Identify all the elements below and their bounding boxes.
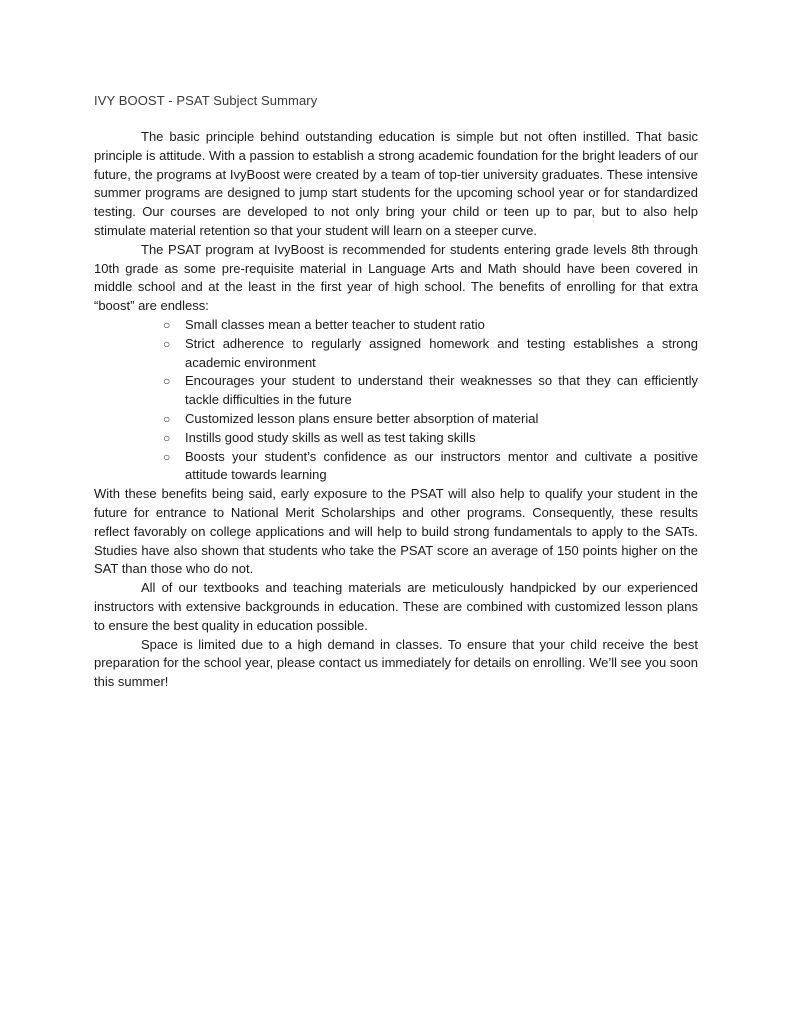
materials-paragraph: All of our textbooks and teaching materials are meticulously handpicked by our experienced instructors with extensive backgrounds in education. These are combined with customized lesson plans to ensure the best quality in education possible. [94,580,698,633]
list-item [163,410,698,429]
circle-bullet-icon: ○ [163,374,171,389]
list-item [163,429,698,448]
document-header: IVY BOOST - PSAT Subject Summary [94,93,318,108]
list-item [163,372,698,410]
list-item-text: Boosts your student’s confidence as our instructors mentor and cultivate a positive attitude towards learning [185,448,698,483]
list-item-text: Instills good study skills as well as test taking skills [185,429,476,445]
list-item-text: Strict adherence to regularly assigned homework and testing establishes a strong academic environment [185,335,698,370]
intro-paragraph: The basic principle behind outstanding education is simple but not often instilled. That basic principle is attitude. With a passion to establish a strong academic foundation for the bright leaders of our future, the programs at IvyBoost were created by a team of top-tier university graduates. These intensive summer programs are designed to jump start students for the upcoming school year or for standardized testing. Our courses are developed to not only bring your child or teen up to par, but to also help stimulate material retention so that your student will learn on a steeper curve. [94,129,698,238]
list-item-text: Encourages your student to understand their weaknesses so that they can efficiently tackle difficulties in the future [185,373,698,408]
list-item-text: Small classes mean a better teacher to student ratio [185,316,485,332]
list-item [163,448,698,486]
list-item [163,335,698,373]
circle-bullet-icon: ○ [163,430,171,445]
list-item-text: Customized lesson plans ensure better absorption of material [185,410,539,426]
circle-bullet-icon: ○ [163,317,171,332]
list-item [163,316,698,335]
document-page [94,92,698,692]
closing-paragraph: Space is limited due to a high demand in classes. To ensure that your child receive the best preparation for the school year, please contact us immediately for details on enrolling. We’ll see you soon this summer! [94,636,698,690]
benefits-list [94,316,698,485]
program-paragraph: The PSAT program at IvyBoost is recommended for students entering grade levels 8th through 10th grade as some pre-requisite material in Language Arts and Math should have been covered in middle school and at the least in the first year of high school. The benefits of enrolling for that extra “boost” are endless: [94,241,698,314]
circle-bullet-icon: ○ [163,336,171,351]
benefits-summary-paragraph: With these benefits being said, early exposure to the PSAT will also help to qualify your student in the future for entrance to National Merit Scholarships and other programs. Consequently, these results reflect favorably on college applications and will help to build strong fundamentals to apply to the SATs. Studies have also shown that students who take the PSAT score an average of 150 points higher on the SAT than those who do not. [94,486,698,577]
circle-bullet-icon: ○ [163,449,171,464]
circle-bullet-icon: ○ [163,411,171,426]
